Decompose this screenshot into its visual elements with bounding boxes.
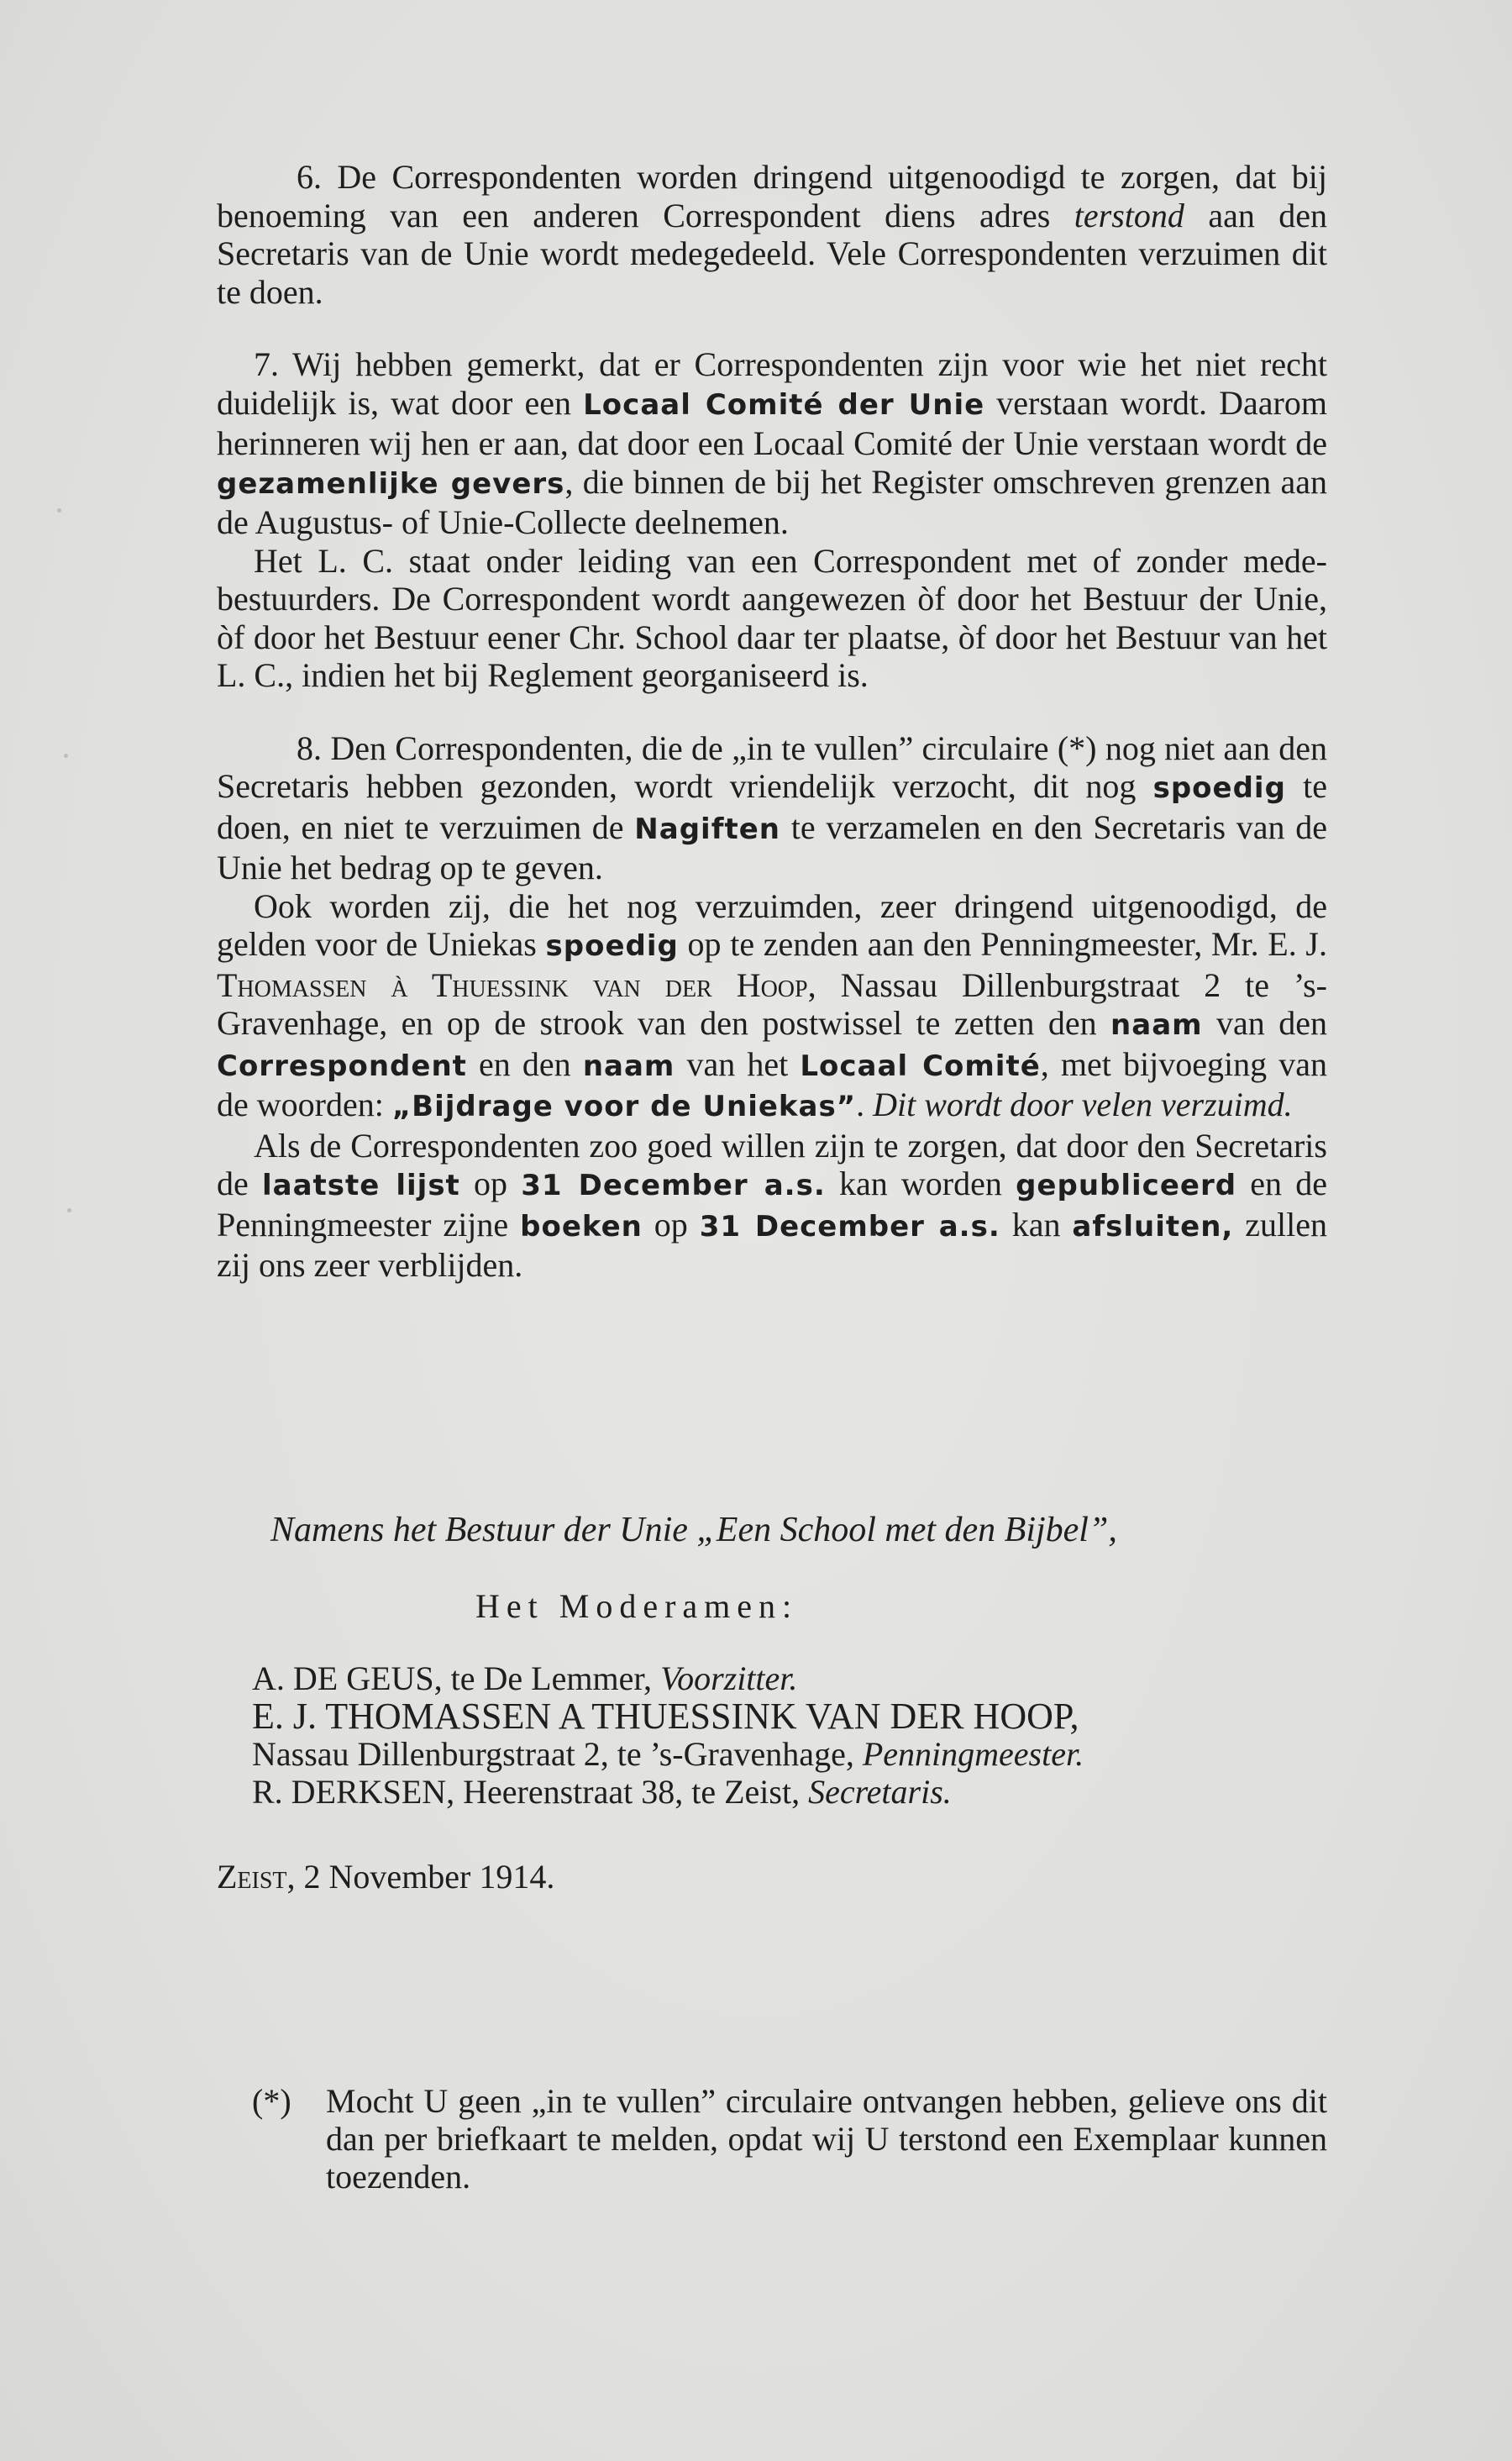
paragraph-text: , Nassau Dillenburgstraat 2 te ’s-Gravenhage, en op de strook van den postwissel te zetten den <box>217 965 1328 1042</box>
emphasis-text: terstond <box>1074 196 1184 234</box>
paragraph-text: te verzamelen en den Secretaris van de Unie het bedrag op te geven. <box>217 807 1327 886</box>
bold-text: laatste lijst <box>261 1169 460 1202</box>
bold-text: 31 December a.s. <box>699 1209 1000 1244</box>
place-date <box>217 1857 554 1896</box>
paragraph-8 <box>217 729 1327 887</box>
place-name: Zeist <box>217 1858 287 1896</box>
bold-text: Nagiften <box>634 812 780 846</box>
paragraph-8-closing <box>217 1127 1327 1285</box>
member-chairman <box>252 1659 1327 1697</box>
paragraph-7-continued <box>217 542 1327 695</box>
paragraph-text: . <box>856 1086 874 1123</box>
member-treasurer <box>252 1697 1327 1735</box>
footnote-text: Mocht U geen „in te vullen” circulaire ontvangen hebben, gelieve ons dit dan per briefkaart te melden, opdat wij U terstond een Exemplaar kunnen toezenden. <box>326 2082 1327 2195</box>
paragraph-number: 6. <box>297 158 322 196</box>
on-behalf-line: Namens het Bestuur der Unie „Een School met den Bijbel”, <box>270 1511 1117 1549</box>
paragraph-number: 7. <box>254 345 279 383</box>
bold-text: boeken <box>520 1209 643 1244</box>
emphasis-text: Dit wordt door velen verzuimd. <box>873 1086 1293 1123</box>
paragraph-text: Ook worden zij, die het nog verzuimden, zeer dringend uitgenoodigd, de gelden voor de Uniekas <box>217 886 1327 963</box>
bold-text: 31 December a.s. <box>521 1169 826 1202</box>
paragraph-number: 8. <box>297 728 322 767</box>
paragraph-text: op te zenden aan den Penningmeester, Mr. E. J. <box>678 925 1327 963</box>
paragraph-text: kan <box>1000 1205 1073 1244</box>
paragraph-text: van den <box>1202 1004 1327 1042</box>
bold-text: spoedig <box>1152 771 1286 805</box>
treasurer-name: Thomassen à Thuessink van der Hoop <box>217 965 808 1004</box>
body-text <box>217 158 1327 1285</box>
member-name: R. DERKSEN, Heerenstraat 38, te Zeist, <box>252 1773 809 1811</box>
bold-text: „Bijdrage voor de Uniekas” <box>391 1090 857 1123</box>
paragraph-text: en de Penningmeester zijne <box>217 1165 1327 1244</box>
paper-speck <box>57 508 61 513</box>
member-secretary <box>252 1773 1327 1811</box>
bold-text: spoedig <box>545 929 679 963</box>
bold-text: gezamenlijke gevers <box>217 466 565 501</box>
paragraph-text: zullen zij ons zeer verblijden. <box>217 1205 1328 1284</box>
bold-text: naam <box>1110 1008 1203 1042</box>
member-treasurer-address <box>252 1735 1327 1773</box>
paragraph-text: aan den Secretaris van de Unie wordt medegedeeld. Vele Correspondenten verzuimen dit te doen. <box>217 196 1328 311</box>
paragraph-8-payment <box>217 887 1327 1127</box>
paragraph-text: Den Correspondenten, die de „in te vullen” circulaire (*) nog niet aan den Secretaris hebben gezonden, wordt vriendelijk verzocht, dit nog <box>217 728 1328 805</box>
paragraph-text: Het L. C. staat onder leiding van een Correspondent met of zonder mede-bestuurders. De Correspondent wordt aangewezen òf door het Bestuur der Unie, òf door het Bestuur eener Chr. School daar ter plaatse, òf door het Bestuur van het L. C., indien het bij Reglement georganiseerd is. <box>217 541 1327 694</box>
paragraph-text: en den <box>466 1044 583 1083</box>
member-address: Nassau Dillenburgstraat 2, te ’s-Gravenhage, <box>252 1735 863 1773</box>
paragraph-text: kan worden <box>825 1165 1016 1202</box>
board-members <box>252 1659 1327 1811</box>
paper-speck <box>64 754 68 758</box>
paragraph-6 <box>217 158 1327 311</box>
footnote <box>252 2082 1327 2195</box>
member-role: Voorzitter. <box>660 1659 798 1697</box>
bold-text: naam <box>582 1049 675 1083</box>
date-text: , 2 November 1914. <box>286 1858 555 1896</box>
paragraph-text: op <box>642 1205 700 1244</box>
paragraph-text: verstaan wordt. Daarom herinneren wij hen er aan, dat door een Locaal Comité der Unie verstaan wordt de <box>217 383 1327 462</box>
paragraph-text: , die binnen de bij het Register omschreven grenzen aan de Augustus- of Unie-Collecte deelnemen. <box>217 462 1327 541</box>
paragraph-7 <box>217 345 1327 542</box>
moderamen-heading: Het Moderamen: <box>475 1587 799 1625</box>
member-name: A. DE GEUS, te De Lemmer, <box>252 1659 661 1697</box>
member-role: Penningmeester. <box>862 1735 1084 1773</box>
bold-text: Locaal Comité der Unie <box>583 387 985 422</box>
paragraph-text: te doen, en niet te verzuimen de <box>217 767 1327 846</box>
bold-text: Correspondent <box>217 1049 467 1083</box>
paragraph-text: op <box>459 1165 522 1202</box>
paragraph-text: Als de Correspondenten zoo goed willen zijn te zorgen, dat door den Secretaris de <box>217 1126 1327 1202</box>
paper-speck <box>67 1208 71 1212</box>
bold-text: gepubliceerd <box>1016 1169 1237 1202</box>
paragraph-text: , met bijvoeging van de woorden: <box>217 1044 1328 1123</box>
member-role: Secretaris. <box>808 1773 952 1811</box>
member-name: E. J. THOMASSEN A THUESSINK VAN DER HOOP, <box>252 1696 1079 1737</box>
footnote-mark: (*) <box>252 2082 291 2120</box>
paragraph-text: van het <box>675 1044 801 1083</box>
bold-text: Locaal Comité <box>800 1049 1041 1083</box>
paragraph-text: Wij hebben gemerkt, dat er Correspondenten zijn voor wie het niet recht duidelijk is, wat door een <box>217 345 1327 422</box>
bold-text: afsluiten, <box>1072 1209 1234 1244</box>
paragraph-text: De Correspondenten worden dringend uitgenoodigd te zorgen, dat bij benoeming van een anderen Correspondent diens adres <box>217 158 1327 234</box>
